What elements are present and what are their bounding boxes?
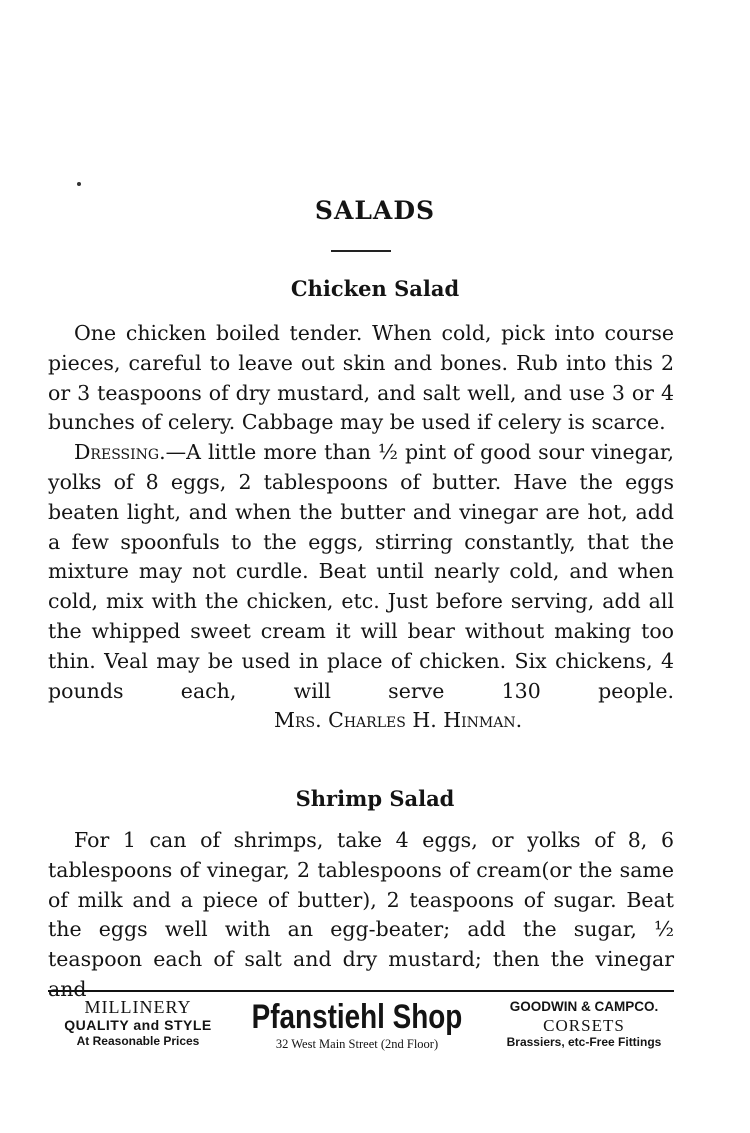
heading-rule bbox=[331, 250, 391, 252]
corsets-brand: GOODWIN & CAMPCO. bbox=[509, 999, 659, 1014]
recipe-body-shrimp-salad bbox=[48, 826, 674, 1005]
chicken-salad-dressing-paragraph bbox=[48, 438, 674, 736]
millinery-tagline: QUALITY and STYLE bbox=[64, 1017, 212, 1033]
print-speck bbox=[77, 182, 81, 186]
recipe-title-chicken-salad: Chicken Salad bbox=[290, 276, 460, 301]
corsets-title: CORSETS bbox=[543, 1016, 625, 1035]
chicken-salad-paragraph: One chicken boiled tender. When cold, pick into course pieces, careful to leave out skin and bones. Rub into this 2 or 3 teaspoons of dry mustard, and salt well, and use 3 or 4 bunches of celery. Cabbage may be used if celery is scarce. bbox=[48, 321, 674, 435]
shop-ad bbox=[222, 998, 492, 1052]
millinery-prices: At Reasonable Prices bbox=[76, 1034, 200, 1048]
recipe-title-shrimp-salad: Shrimp Salad bbox=[295, 786, 455, 811]
shrimp-salad-paragraph: For 1 can of shrimps, take 4 eggs, or yolks of 8, 6 tablespoons of vinegar, 2 tablespoons of cream(or the same of milk and a piece of butter), 2 teaspoons of sugar. Beat the eggs well with an egg-beater; add the sugar, ½ teaspoon each of salt and dry mustard; then the vinegar and bbox=[48, 828, 674, 1001]
shop-name: Pfanstiehl Shop bbox=[251, 998, 463, 1036]
dressing-text: —A little more than ½ pint of good sour vinegar, yolks of 8 eggs, 2 tablespoons of butter. Have the eggs beaten light, and when the butter and vinegar are hot, add a few spoonfuls to the eggs, stirring constantly, that the mixture may not curdle. Beat until nearly cold, and when cold, mix with the chicken, etc. Just before serving, add all the whipped sweet cream it will bear without making too thin. Veal may be used in place of chicken. Six chickens, 4 pounds each, will serve 130 people. bbox=[48, 440, 674, 703]
recipe-body-chicken-salad bbox=[48, 319, 674, 736]
footer-rule bbox=[48, 990, 674, 992]
shop-address: 32 West Main Street (2nd Floor) bbox=[275, 1037, 439, 1051]
dressing-label: Dressing. bbox=[74, 440, 166, 465]
millinery-title: MILLINERY bbox=[84, 997, 192, 1017]
millinery-ad bbox=[58, 998, 218, 1049]
recipe-signature: Mrs. Charles H. Hinman. bbox=[274, 708, 523, 733]
section-heading: SALADS bbox=[314, 196, 436, 225]
corsets-fittings: Brassiers, etc-Free Fittings bbox=[506, 1035, 662, 1049]
corsets-ad bbox=[494, 998, 674, 1050]
